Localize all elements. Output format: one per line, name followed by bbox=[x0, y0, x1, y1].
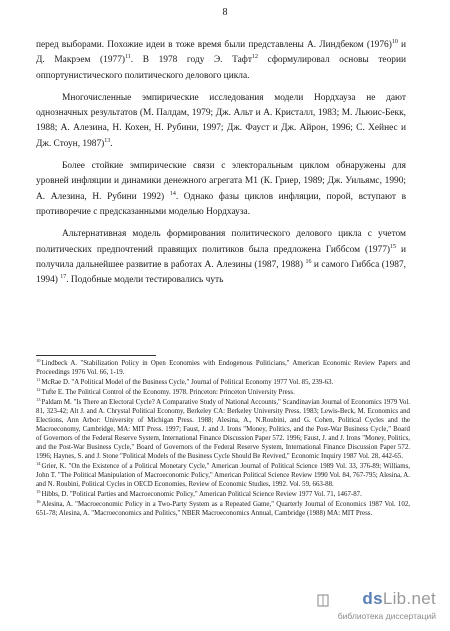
paragraph bbox=[36, 38, 406, 84]
footnote-number: 13 bbox=[36, 396, 41, 402]
footnote-text: McRae D. "A Political Model of the Business Cycle," Journal of Political Economy 1977 Vol. 85, 239-63. bbox=[41, 379, 334, 386]
footnote-number: 11 bbox=[36, 376, 41, 382]
footnote-text: Lindbeck A. "Stabilization Policy in Open Economies with Endogenous Politicians," American Economic Review Papers and Proceedings 1976 Vol. 66, 1-19. bbox=[36, 360, 410, 376]
footnote-ref: 15 bbox=[390, 243, 397, 250]
text-run: Многочисленные эмпирические исследования модели Нордхауза не дают однозначных результатов (М. Палдам, 1979; Дж. Альт и А. Кристалл, 1983; М. Льюис-Бекк, 1988; А. Алезина, Н. Кохен, Н. Рубини, 1997; Дж. Фауст и Дж. Айрон, 1996; С. Хейнес и Дж. Стоун, 1987) bbox=[36, 92, 406, 149]
footnote bbox=[36, 462, 410, 489]
footnote-divider bbox=[36, 355, 156, 356]
footnote-number: 12 bbox=[36, 386, 41, 392]
footnote-ref: 12 bbox=[251, 54, 258, 61]
paragraph bbox=[36, 227, 406, 288]
text-run: перед выборами. Похожие идеи в тоже время были представлены А. Линдбеком (1976) bbox=[36, 40, 392, 50]
footnote-ref: 17 bbox=[60, 274, 67, 281]
footnote bbox=[36, 359, 410, 377]
paragraph bbox=[36, 91, 406, 152]
text-run: и Д. Макрэем (1977) bbox=[36, 40, 406, 66]
paragraph bbox=[36, 159, 406, 220]
footnote bbox=[36, 500, 410, 518]
main-text bbox=[36, 38, 406, 288]
text-run: . Однако фазы циклов инфляции, порой, вступают в противоречие с предсказанными моделью Нордхауза. bbox=[36, 191, 406, 217]
text-run: . В 1978 году Э. Тафт bbox=[130, 55, 252, 66]
footnote bbox=[36, 378, 410, 387]
text-run: и получила дальнейшее развитие в работах А. Алезины (1987, 1988) bbox=[36, 244, 406, 270]
footnote-text: Paldam M. "Is There an Electoral Cycle? A Comparative Study of National Accounts," Scandinavian Journal of Economics 1979 Vol. 81, 323-42; Alt J. and A. Chrystal Political Economy, Berkeley CA: Berkeley University Press. 1983; Lewis-Beck, M. Economics and Elections, Ann Arbor: University of Michigan Press. 1988; Alesina, A., N.Roubini, and G. Cohen, Political Cycles and the Macroeconomy, Cambridge, MA: MIT Press. 1997; Faust, J. and J. Irons "Money, Politics, and the Post-War Business Cycle," Board of Governors of the Federal Reserve System, International Finance Discussion Paper 572. 1996; Faust, J. and J. Irons "Money, Politics, and the Post-War Business Cycle," Board of Governors of the Federal Reserve System, International Finance Discussion Paper 572. 1996; Haynes, S. and J. Stone "Political Models of the Business Cycle Should Be Revived," Economic Inquiry 1987 Vol. 28, 442-65. bbox=[36, 399, 410, 460]
footnote bbox=[36, 398, 410, 461]
footnote-ref: 13 bbox=[104, 137, 111, 144]
watermark-brand: dsLib.net bbox=[362, 589, 436, 608]
book-icon bbox=[316, 593, 330, 607]
footnote-ref: 10 bbox=[391, 38, 398, 45]
footnote-number: 10 bbox=[36, 357, 41, 363]
footnote-number: 14 bbox=[36, 460, 41, 466]
footnotes bbox=[36, 359, 410, 519]
footnote bbox=[36, 490, 410, 499]
text-run: Альтернативная модель формирования политического делового цикла с учетом политических предпочтений правящих политиков была предложена Гиббсом (1977) bbox=[36, 229, 406, 255]
footnote-number: 16 bbox=[36, 498, 41, 504]
footnote-text: Alesina, A. "Macroeconomic Policy in a Two-Party System as a Repeated Game," Quarterly Journal of Economics 1987 Vol. 102, 651-78; Alesina, A. "Macroeconomics and Politics," NBER Macroeconomics Annual, Cambridge (1988) MA: MIT Press. bbox=[36, 501, 410, 517]
text-run: . bbox=[110, 138, 113, 149]
watermark-logo bbox=[316, 589, 436, 625]
footnote-ref: 14 bbox=[169, 190, 176, 197]
footnote-ref: 11 bbox=[125, 54, 131, 61]
footnote-text: Hibbs, D. "Political Parties and Macroeconomic Policy," American Political Science Review 1977 Vol. 71, 1467-87. bbox=[41, 491, 362, 498]
footnote-text: Tufte E. The Political Control of the Economy. 1978. Princeton: Princeton University Press. bbox=[41, 389, 295, 396]
footnote-number: 15 bbox=[36, 488, 41, 494]
text-run: Более стойкие эмпирические связи с электоральным циклом обнаружены для уровней инфляции и динамики денежного агрегата М1 (К. Гриер, 1989; Дж. Уильямс, 1990; А. Алезина, Н. Рубини 1992) bbox=[36, 161, 406, 202]
footnote-ref: 16 bbox=[305, 258, 312, 265]
text-run: и самого Гиббса (1987, 1994) bbox=[36, 259, 406, 286]
footnote bbox=[36, 388, 410, 397]
page-number: 8 bbox=[222, 7, 228, 18]
text-run: сформулировал основы теории оппортунистического политического делового цикла. bbox=[36, 55, 406, 81]
watermark-subtitle: библиотека диссертаций bbox=[337, 611, 436, 621]
footnote-text: Grier, K. "On the Existence of a Political Monetary Cycle," American Journal of Political Science 1989 Vol. 33, 376-89; Williams, John T. "The Political Manipulation of Macroeconomic Policy," American Political Science Review 1990 Vol. 84, 767-795; Alesina, A. and N. Roubini, Political Cycles in OECD Economies, Review of Economic Studies, 1992. Vol. 59, 663-88. bbox=[36, 463, 410, 488]
text-run: . Подобные модели тестировались чуть bbox=[66, 275, 224, 286]
